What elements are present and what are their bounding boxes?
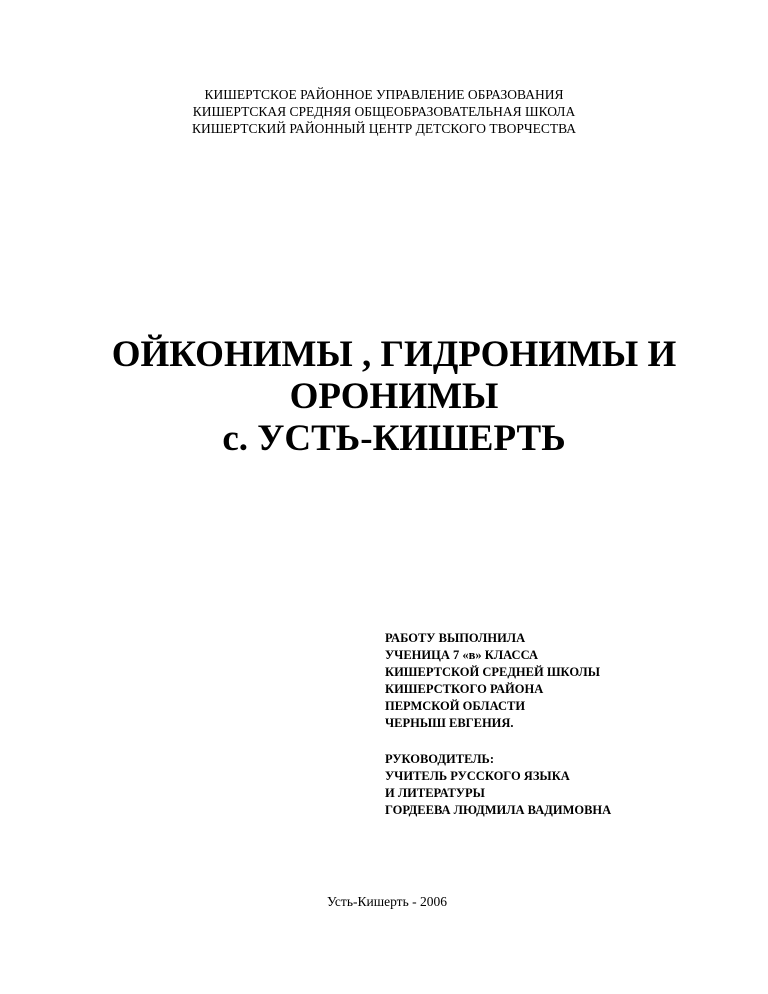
place-year-footer: Усть-Кишерть - 2006 bbox=[327, 894, 447, 909]
author-line: УЧЕНИЦА 7 «в» КЛАССА bbox=[385, 648, 538, 662]
title-line-1: ОЙКОНИМЫ , ГИДРОНИМЫ И bbox=[111, 334, 677, 375]
author-line: КИШЕРСТКОГО РАЙОНА bbox=[385, 682, 544, 696]
author-line: ПЕРМСКОЙ ОБЛАСТИ bbox=[385, 699, 526, 713]
header-line-school: КИШЕРТСКАЯ СРЕДНЯЯ ОБЩЕОБРАЗОВАТЕЛЬНАЯ ШКОЛА bbox=[192, 104, 576, 119]
supervisor-block bbox=[385, 751, 611, 819]
title-line-3: с. УСТЬ-КИШЕРТЬ bbox=[222, 418, 566, 459]
header-line-education-department: КИШЕРТСКОЕ РАЙОННОЕ УПРАВЛЕНИЕ ОБРАЗОВАНИЯ bbox=[204, 87, 564, 102]
author-line: РАБОТУ ВЫПОЛНИЛА bbox=[385, 631, 526, 645]
supervisor-name: ГОРДЕЕВА ЛЮДМИЛА ВАДИМОВНА bbox=[385, 803, 612, 817]
supervisor-line: УЧИТЕЛЬ РУССКОГО ЯЗЫКА bbox=[385, 769, 570, 783]
author-name: ЧЕРНЫШ ЕВГЕНИЯ. bbox=[385, 716, 514, 730]
document-title bbox=[0, 334, 768, 460]
institution-header bbox=[0, 86, 768, 137]
author-block bbox=[385, 630, 600, 732]
author-line: КИШЕРТСКОЙ СРЕДНЕЙ ШКОЛЫ bbox=[385, 665, 601, 679]
title-line-2: ОРОНИМЫ bbox=[289, 376, 499, 417]
header-line-creativity-center: КИШЕРТСКИЙ РАЙОННЫЙ ЦЕНТР ДЕТСКОГО ТВОРЧЕСТВА bbox=[191, 121, 577, 136]
supervisor-heading: РУКОВОДИТЕЛЬ: bbox=[385, 752, 494, 766]
supervisor-line: И ЛИТЕРАТУРЫ bbox=[385, 786, 485, 800]
